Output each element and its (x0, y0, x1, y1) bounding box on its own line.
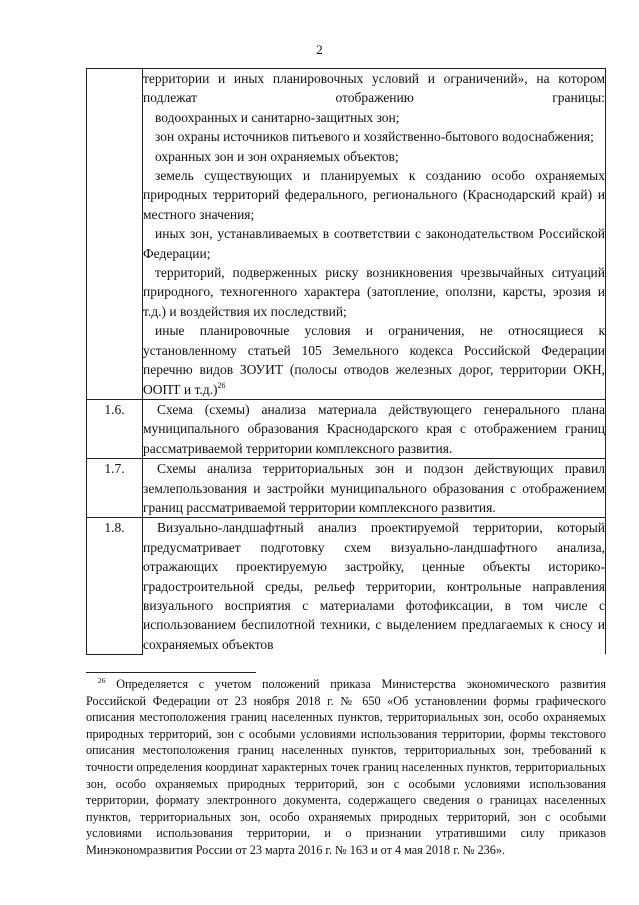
footnote-reference[interactable]: 26 (217, 380, 226, 390)
row-text-cell (143, 69, 606, 400)
table-row (87, 399, 606, 458)
requirements-table (86, 68, 606, 655)
list-item: земель существующих и планируемых к созданию особо охраняемых природных территорий федерального, регионального (Краснодарский край) и местного значения; (143, 168, 605, 222)
list-item: зон охраны источников питьевого и хозяйственно-бытового водоснабжения; (155, 129, 594, 145)
row-text: Схема (схемы) анализа материала действующего генерального плана муниципального образования Краснодарского края с отображением границ рассматриваемой территории комплексного развития. (143, 401, 605, 456)
footnote-separator (86, 672, 256, 673)
row-number: 1.7. (87, 459, 143, 518)
list-item: водоохранных и санитарно-защитных зон; (155, 109, 400, 125)
footnote-mark: 26 (98, 676, 106, 685)
list-item: иных зон, устанавливаемых в соответствии с законодательством Российской Федерации; (143, 226, 605, 261)
row-number-cell (87, 69, 143, 400)
table-row (87, 459, 606, 518)
row-text-cell (143, 459, 606, 518)
row-number: 1.8. (87, 518, 143, 654)
list-item: территорий, подверженных риску возникновения чрезвычайных ситуаций природного, техногенного характера (затопление, оползни, карсты, эрозия и т.д.) и воздействия их последствий; (143, 265, 605, 319)
row-text-cell (143, 518, 606, 654)
row-text-cell (143, 399, 606, 458)
list-item-text: иные планировочные условия и ограничения, не относящиеся к установленному статьей 105 Земельного кодекса Российской Федерации перечню видов ЗОУИТ (полосы отводов железных дорог, территории ОКН, ООПТ и т.д.) (143, 323, 605, 397)
table-row (87, 518, 606, 654)
footnote (86, 676, 606, 859)
row-number: 1.6. (87, 399, 143, 458)
continued-text-line: территории и иных планировочных условий и ограничений», на котором подлежат отображению границы: (143, 71, 605, 106)
table-row-continued (87, 69, 606, 400)
footnote-text: Определяется с учетом положений приказа Министерства экономического развития Российской Федерации от 23 ноября 2018 г. № 650 «Об установлении формы графического описания местоположения границ населенных пунктов, территориальных зон, особо охраняемых природных территорий, зон с особыми условиями использования территории, формы текстового описания местоположения границ населенных пунктов, территориальных зон, требований к точности определения координат характерных точек границ населенных пунктов, территориальных зон, особо охраняемых природных территорий, зон с особыми условиями использования территории, формату электронного документа, содержащего сведения о границах населенных пунктов, территориальных зон, особо охраняемых природных территорий, зон с особыми условиями использования территории, и о признании утратившими силу приказов Минэкономразвития России от 23 марта 2016 г. № 163 и от 4 мая 2018 г. № 236». (86, 677, 607, 857)
list-item: охранных зон и зон охраняемых объектов; (155, 148, 399, 164)
page-number: 2 (316, 42, 323, 57)
row-text: Схемы анализа территориальных зон и подзон действующих правил землепользования и застройки муниципального образования с отображением границ рассматриваемой территории комплексного развития. (143, 461, 605, 515)
row-text: Визуально-ландшафтный анализ проектируемой территории, который предусматривает подготовку схем визуально-ландшафтного анализа, отражающих проектируемую застройку, ценные объекты историко-градостроительной среды, рельеф территории, контрольные направления визуального восприятия с материалами фотофиксации, в том числе с использованием беспилотной техники, с выделением предлагаемых к сносу и сохраняемых объектов (143, 520, 605, 652)
list-item-last (143, 321, 605, 399)
